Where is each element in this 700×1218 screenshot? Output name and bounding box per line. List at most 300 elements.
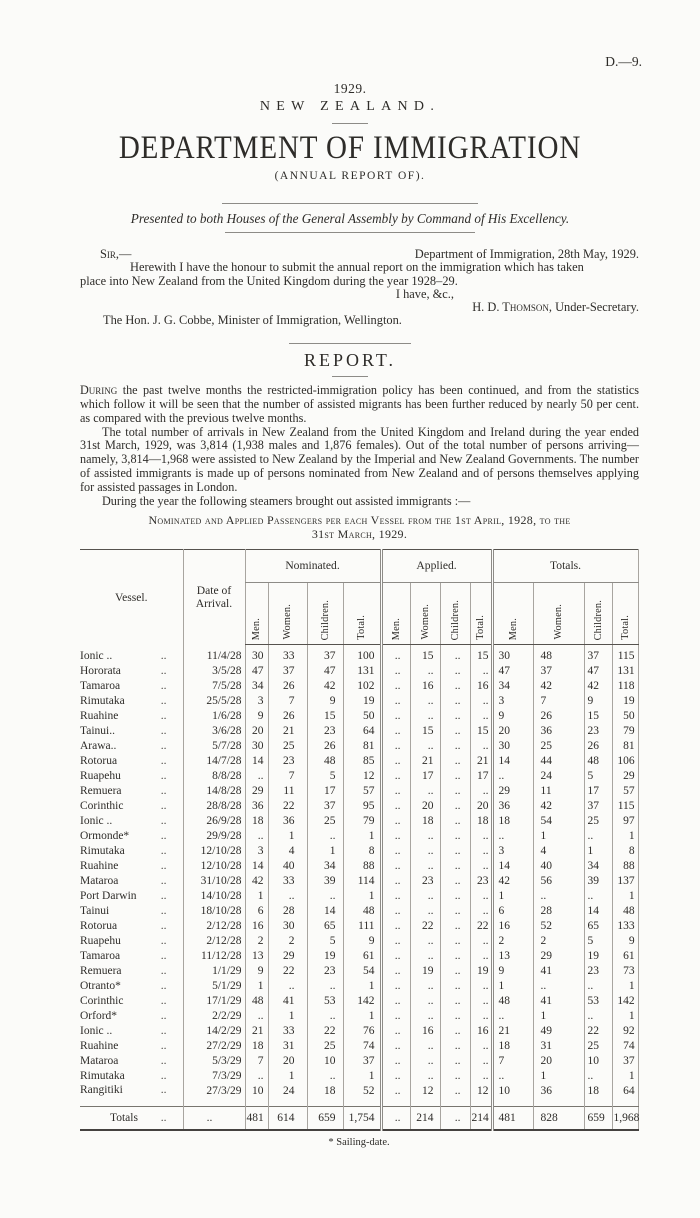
table-caption	[80, 513, 639, 542]
value-cell: ..	[381, 799, 410, 814]
value-cell: 52	[343, 1084, 381, 1107]
value-cell: 34	[492, 679, 533, 694]
value-cell: 1	[584, 844, 612, 859]
addressee-line: The Hon. J. G. Cobbe, Minister of Immigration, Wellington.	[103, 313, 402, 328]
value-cell: 29	[268, 949, 307, 964]
value-cell: 64	[343, 724, 381, 739]
value-cell: 20	[410, 799, 440, 814]
table-row	[80, 644, 638, 664]
value-cell: 659	[307, 1106, 343, 1130]
value-cell: 74	[343, 1039, 381, 1054]
value-cell: 131	[612, 664, 638, 679]
value-cell: ..	[381, 979, 410, 994]
value-cell: ..	[470, 1069, 492, 1084]
value-cell: 40	[268, 859, 307, 874]
value-cell: 47	[492, 664, 533, 679]
value-cell: 53	[584, 994, 612, 1009]
value-cell: 48	[584, 754, 612, 769]
value-cell: 76	[343, 1024, 381, 1039]
vessel-cell: Ruahine ..	[80, 709, 167, 722]
value-cell: 19	[584, 949, 612, 964]
col-applied-women: Women.	[410, 582, 440, 644]
table-row	[80, 709, 638, 724]
value-cell: 42	[307, 679, 343, 694]
value-cell: 36	[533, 724, 584, 739]
value-cell: 41	[268, 994, 307, 1009]
table-row	[80, 769, 638, 784]
table-row	[80, 919, 638, 934]
value-cell: 30	[492, 739, 533, 754]
paragraph-text: the past twelve months the restricted-immigration policy has been continued, and from the statistics which follow it will be seen that the number of assisted migrants has been further reduced by nearly 50 per cent. as compared with the previous twelve months.	[80, 382, 639, 425]
value-cell: 16	[470, 1024, 492, 1039]
value-cell: ..	[492, 1009, 533, 1024]
value-cell: 1	[307, 844, 343, 859]
value-cell: ..	[440, 644, 470, 664]
value-cell: 29	[245, 784, 268, 799]
value-cell: 56	[533, 874, 584, 889]
value-cell: 31	[268, 1039, 307, 1054]
value-cell: 25	[307, 814, 343, 829]
value-cell: 17	[307, 784, 343, 799]
table-row	[80, 859, 638, 874]
date-cell: 29/9/28	[183, 829, 245, 844]
value-cell: ..	[410, 1054, 440, 1069]
table-group-header-row	[80, 549, 638, 582]
col-nominated-men: Men.	[245, 582, 268, 644]
value-cell: 22	[268, 799, 307, 814]
value-cell: 7	[245, 1054, 268, 1069]
vessel-cell: Hororata ..	[80, 664, 167, 677]
value-cell: 3	[492, 844, 533, 859]
value-cell: ..	[440, 694, 470, 709]
value-cell: ..	[492, 1069, 533, 1084]
report-paragraph-1	[80, 384, 639, 426]
value-cell: ..	[381, 769, 410, 784]
value-cell: 15	[410, 644, 440, 664]
value-cell: 12	[470, 1084, 492, 1107]
date-cell: 14/7/28	[183, 754, 245, 769]
value-cell: 10	[584, 1054, 612, 1069]
value-cell: 131	[343, 664, 381, 679]
vessel-cell: Ruapehu ..	[80, 934, 167, 947]
value-cell: 1	[343, 979, 381, 994]
value-cell: 21	[268, 724, 307, 739]
date-cell: ..	[183, 1106, 245, 1130]
value-cell: 22	[584, 1024, 612, 1039]
value-cell: 1	[245, 889, 268, 904]
value-cell: 33	[268, 874, 307, 889]
value-cell: 26	[584, 739, 612, 754]
value-cell: 22	[307, 1024, 343, 1039]
date-cell: 2/2/29	[183, 1009, 245, 1024]
vessel-cell: Corinthic ..	[80, 994, 167, 1007]
value-cell: ..	[381, 724, 410, 739]
date-cell: 11/4/28	[183, 644, 245, 664]
value-cell: 1	[612, 829, 638, 844]
value-cell: ..	[410, 1009, 440, 1024]
value-cell: 12	[343, 769, 381, 784]
value-cell: 4	[533, 844, 584, 859]
table-row	[80, 844, 638, 859]
paragraph-lead: During	[80, 382, 118, 397]
value-cell: 48	[245, 994, 268, 1009]
vessel-cell: Remuera ..	[80, 784, 167, 797]
value-cell: ..	[381, 664, 410, 679]
col-applied-total: Total.	[470, 582, 492, 644]
value-cell: ..	[440, 934, 470, 949]
value-cell: 21	[245, 1024, 268, 1039]
value-cell: 7	[268, 694, 307, 709]
value-cell: 39	[584, 874, 612, 889]
value-cell: 25	[584, 814, 612, 829]
value-cell: 10	[307, 1054, 343, 1069]
vessel-cell: Ionic .. ..	[80, 814, 167, 827]
value-cell: 1	[612, 889, 638, 904]
value-cell: ..	[440, 724, 470, 739]
salutation: Sir,—	[100, 247, 132, 261]
value-cell: 33	[268, 1024, 307, 1039]
value-cell: ..	[440, 859, 470, 874]
value-cell: 41	[533, 994, 584, 1009]
date-cell: 28/8/28	[183, 799, 245, 814]
value-cell: ..	[440, 664, 470, 679]
value-cell: 25	[268, 739, 307, 754]
vessel-cell: Ormonde* ..	[80, 829, 167, 842]
value-cell: 7	[268, 769, 307, 784]
value-cell: 9	[584, 694, 612, 709]
value-cell: ..	[381, 694, 410, 709]
value-cell: 7	[533, 694, 584, 709]
value-cell: 18	[245, 814, 268, 829]
value-cell: 5	[307, 769, 343, 784]
value-cell: ..	[381, 994, 410, 1009]
value-cell: 81	[343, 739, 381, 754]
value-cell: 4	[268, 844, 307, 859]
country-heading: NEW ZEALAND.	[259, 99, 441, 114]
value-cell: 2	[533, 934, 584, 949]
doc-reference: D.—9.	[605, 54, 642, 69]
value-cell: 14	[245, 859, 268, 874]
value-cell: ..	[492, 829, 533, 844]
date-cell: 12/10/28	[183, 859, 245, 874]
value-cell: ..	[533, 979, 584, 994]
value-cell: ..	[470, 1039, 492, 1054]
value-cell: 28	[533, 904, 584, 919]
report-year: 1929.	[333, 81, 367, 96]
value-cell: 19	[470, 964, 492, 979]
value-cell: 659	[584, 1106, 612, 1130]
value-cell: 6	[245, 904, 268, 919]
table-row	[80, 889, 638, 904]
value-cell: ..	[381, 1084, 410, 1107]
value-cell: ..	[381, 754, 410, 769]
value-cell: 65	[307, 919, 343, 934]
value-cell: 16	[245, 919, 268, 934]
table-row	[80, 1084, 638, 1107]
date-cell: 17/1/29	[183, 994, 245, 1009]
value-cell: ..	[410, 979, 440, 994]
vessel-cell: Ruapehu ..	[80, 769, 167, 782]
value-cell: 47	[584, 664, 612, 679]
vessel-table-body	[80, 644, 638, 1106]
value-cell: ..	[470, 904, 492, 919]
presented-line: Presented to both Houses of the General Assembly by Command of His Excellency.	[130, 211, 570, 226]
value-cell: ..	[470, 709, 492, 724]
value-cell: 17	[470, 769, 492, 784]
value-cell: 57	[343, 784, 381, 799]
value-cell: 30	[245, 739, 268, 754]
value-cell: 36	[268, 814, 307, 829]
table-row	[80, 784, 638, 799]
vessel-cell: Rimutaka ..	[80, 694, 167, 707]
value-cell: ..	[440, 994, 470, 1009]
value-cell: ..	[470, 739, 492, 754]
value-cell: ..	[440, 874, 470, 889]
value-cell: 37	[307, 799, 343, 814]
value-cell: 5	[584, 934, 612, 949]
value-cell: ..	[440, 784, 470, 799]
value-cell: 115	[612, 644, 638, 664]
value-cell: 1	[492, 889, 533, 904]
value-cell: ..	[381, 644, 410, 664]
signature-name: H. D. Thomson	[472, 300, 549, 315]
value-cell: 142	[612, 994, 638, 1009]
value-cell: ..	[470, 934, 492, 949]
table-row	[80, 1039, 638, 1054]
page-subtitle: (ANNUAL REPORT OF).	[274, 170, 426, 182]
value-cell: 34	[584, 859, 612, 874]
value-cell: 61	[612, 949, 638, 964]
value-cell: ..	[410, 889, 440, 904]
value-cell: 23	[584, 964, 612, 979]
value-cell: 37	[584, 644, 612, 664]
value-cell: 24	[533, 769, 584, 784]
value-cell: 1	[612, 1069, 638, 1084]
value-cell: ..	[440, 739, 470, 754]
divider	[222, 203, 478, 204]
value-cell: ..	[470, 1009, 492, 1024]
col-totals-men: Men.	[492, 582, 533, 644]
letter-body-line: Herewith I have the honour to submit the annual report on the immigration which has taken	[130, 260, 584, 275]
value-cell: 19	[343, 694, 381, 709]
value-cell: ..	[381, 784, 410, 799]
value-cell: 16	[410, 1024, 440, 1039]
group-header-nominated: Nominated.	[245, 549, 381, 582]
value-cell: 48	[533, 644, 584, 664]
vessel-cell: Totals ..	[80, 1106, 183, 1130]
value-cell: ..	[584, 979, 612, 994]
value-cell: 73	[612, 964, 638, 979]
value-cell: 36	[533, 1084, 584, 1107]
value-cell: 106	[612, 754, 638, 769]
vessel-cell: Rimutaka ..	[80, 844, 167, 857]
value-cell: 22	[410, 919, 440, 934]
value-cell: 29	[533, 949, 584, 964]
value-cell: 48	[307, 754, 343, 769]
value-cell: ..	[381, 904, 410, 919]
value-cell: 828	[533, 1106, 584, 1130]
value-cell: ..	[307, 979, 343, 994]
value-cell: ..	[381, 889, 410, 904]
value-cell: ..	[440, 1069, 470, 1084]
value-cell: 8	[612, 844, 638, 859]
value-cell: 1	[268, 829, 307, 844]
value-cell: 48	[343, 904, 381, 919]
value-cell: 47	[245, 664, 268, 679]
value-cell: 6	[492, 904, 533, 919]
value-cell: 21	[470, 754, 492, 769]
value-cell: ..	[470, 859, 492, 874]
value-cell: 50	[612, 709, 638, 724]
value-cell: 31	[533, 1039, 584, 1054]
vessel-table	[80, 549, 639, 1131]
col-totals-children: Children.	[584, 582, 612, 644]
value-cell: 97	[612, 814, 638, 829]
value-cell: 114	[343, 874, 381, 889]
value-cell: 16	[410, 679, 440, 694]
value-cell: ..	[381, 964, 410, 979]
value-cell: 36	[492, 799, 533, 814]
letter-body-line: place into New Zealand from the United Kingdom during the year 1928–29.	[80, 273, 458, 288]
value-cell: ..	[381, 739, 410, 754]
value-cell: ..	[470, 844, 492, 859]
date-cell: 26/9/28	[183, 814, 245, 829]
date-cell: 31/10/28	[183, 874, 245, 889]
letter-dateline: Department of Immigration, 28th May, 1929.	[414, 247, 639, 261]
value-cell: ..	[440, 889, 470, 904]
value-cell: 15	[410, 724, 440, 739]
value-cell: 81	[612, 739, 638, 754]
vessel-cell: Rangitiki ..	[80, 1084, 167, 1097]
date-cell: 25/5/28	[183, 694, 245, 709]
value-cell: 17	[584, 784, 612, 799]
value-cell: ..	[584, 1009, 612, 1024]
value-cell: 37	[584, 799, 612, 814]
value-cell: 18	[584, 1084, 612, 1107]
col-nominated-children: Children.	[307, 582, 343, 644]
table-row	[80, 664, 638, 679]
value-cell: ..	[381, 1039, 410, 1054]
value-cell: 23	[410, 874, 440, 889]
value-cell: ..	[440, 1039, 470, 1054]
value-cell: 20	[533, 1054, 584, 1069]
value-cell: ..	[584, 889, 612, 904]
value-cell: 9	[307, 694, 343, 709]
value-cell: 115	[612, 799, 638, 814]
date-cell: 14/2/29	[183, 1024, 245, 1039]
date-cell: 3/6/28	[183, 724, 245, 739]
value-cell: 29	[492, 784, 533, 799]
col-header-vessel: Vessel.	[114, 590, 148, 604]
value-cell: ..	[410, 949, 440, 964]
value-cell: 102	[343, 679, 381, 694]
value-cell: 42	[533, 799, 584, 814]
value-cell: 37	[533, 664, 584, 679]
document-page	[0, 54, 700, 1218]
value-cell: 42	[245, 874, 268, 889]
value-cell: 5	[584, 769, 612, 784]
vessel-cell: Otranto* ..	[80, 979, 167, 992]
value-cell: 2	[492, 934, 533, 949]
value-cell: ..	[440, 1084, 470, 1107]
value-cell: ..	[245, 769, 268, 784]
valediction: I have, &c.,	[395, 286, 454, 301]
table-row	[80, 724, 638, 739]
value-cell: 23	[584, 724, 612, 739]
value-cell: 44	[533, 754, 584, 769]
value-cell: 18	[492, 1039, 533, 1054]
value-cell: ..	[245, 1069, 268, 1084]
value-cell: 10	[245, 1084, 268, 1107]
value-cell: ..	[381, 1069, 410, 1084]
value-cell: 42	[533, 679, 584, 694]
value-cell: 1,754	[343, 1106, 381, 1130]
value-cell: 26	[268, 679, 307, 694]
value-cell: 21	[492, 1024, 533, 1039]
value-cell: 88	[343, 859, 381, 874]
value-cell: ..	[410, 904, 440, 919]
value-cell: ..	[440, 1106, 470, 1130]
vessel-cell: Rotorua ..	[80, 919, 167, 932]
value-cell: ..	[533, 889, 584, 904]
date-cell: 7/3/29	[183, 1069, 245, 1084]
group-header-applied: Applied.	[381, 549, 492, 582]
value-cell: ..	[381, 679, 410, 694]
value-cell: ..	[307, 1069, 343, 1084]
value-cell: 1	[492, 979, 533, 994]
vessel-cell: Tamaroa ..	[80, 949, 167, 962]
value-cell: 34	[245, 679, 268, 694]
totals-row	[80, 1106, 638, 1130]
value-cell: 25	[584, 1039, 612, 1054]
value-cell: 25	[533, 739, 584, 754]
value-cell: ..	[440, 1054, 470, 1069]
value-cell: 34	[307, 859, 343, 874]
vessel-cell: Tainui ..	[80, 904, 167, 917]
date-cell: 8/8/28	[183, 769, 245, 784]
table-row	[80, 874, 638, 889]
value-cell: 1	[612, 1009, 638, 1024]
value-cell: 50	[343, 709, 381, 724]
value-cell: ..	[268, 979, 307, 994]
table-row	[80, 754, 638, 769]
vessel-cell: Port Darwin ..	[80, 889, 167, 902]
date-cell: 3/5/28	[183, 664, 245, 679]
value-cell: ..	[440, 679, 470, 694]
value-cell: 14	[245, 754, 268, 769]
value-cell: 14	[492, 754, 533, 769]
value-cell: 20	[470, 799, 492, 814]
value-cell: 20	[268, 1054, 307, 1069]
value-cell: 1	[245, 979, 268, 994]
value-cell: 9	[612, 934, 638, 949]
value-cell: 42	[584, 679, 612, 694]
value-cell: ..	[410, 859, 440, 874]
value-cell: 1	[343, 829, 381, 844]
value-cell: 49	[533, 1024, 584, 1039]
value-cell: ..	[245, 1009, 268, 1024]
value-cell: 142	[343, 994, 381, 1009]
value-cell: 14	[584, 904, 612, 919]
signature-title: , Under-Secretary.	[548, 300, 639, 315]
date-cell: 27/2/29	[183, 1039, 245, 1054]
value-cell: 26	[533, 709, 584, 724]
value-cell: 79	[612, 724, 638, 739]
table-row	[80, 1069, 638, 1084]
value-cell: ..	[381, 919, 410, 934]
vessel-cell: Tamaroa ..	[80, 679, 167, 692]
value-cell: 23	[470, 874, 492, 889]
